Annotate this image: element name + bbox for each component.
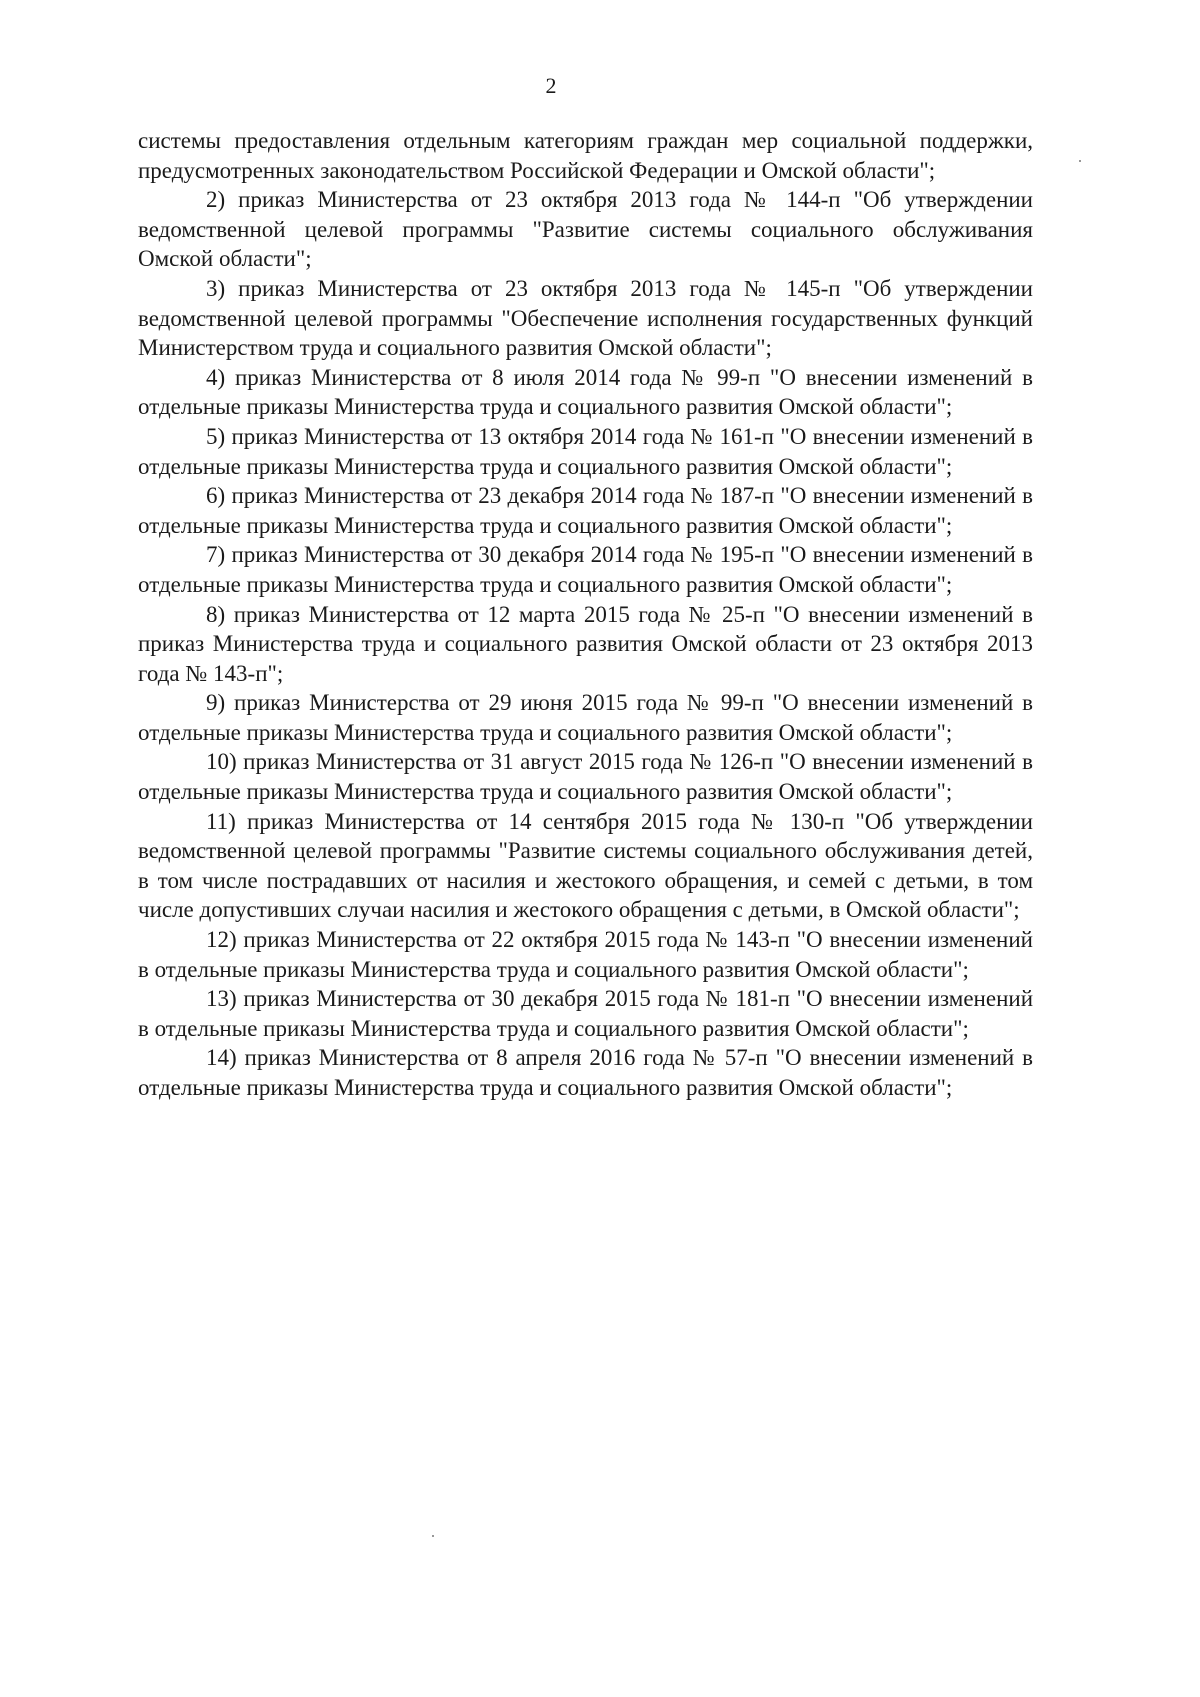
list-item-10: 10) приказ Министерства от 31 август 2015 года № 126-п "О внесении изменений в отдельные приказы Министерства труда и социального развития Омской области"; bbox=[138, 749, 1033, 805]
list-item-9: 9) приказ Министерства от 29 июня 2015 года № 99-п "О внесении изменений в отдельные приказы Министерства труда и социального развития Омской области"; bbox=[138, 690, 1033, 745]
scan-speck bbox=[1079, 160, 1081, 162]
paragraph-continuation: системы предоставления отдельным категориям граждан мер социальной поддержки, предусмотренных законодательством Российской Федерации и Омской области"; bbox=[138, 128, 1033, 183]
scan-speck bbox=[432, 1535, 434, 1537]
list-item-4: 4) приказ Министерства от 8 июля 2014 года № 99-п "О внесении изменений в отдельные приказы Министерства труда и социального развития Омской области"; bbox=[138, 364, 1033, 420]
list-item-14: 14) приказ Министерства от 8 апреля 2016 года № 57-п "О внесении изменений в отдельные приказы Министерства труда и социального развития Омской области"; bbox=[138, 1045, 1033, 1100]
list-item-12: 12) приказ Министерства от 22 октября 2015 года № 143-п "О внесении изменений в отдельные приказы Министерства труда и социального развития Омской области"; bbox=[138, 927, 1033, 982]
document-body bbox=[138, 126, 1033, 1103]
list-item-7: 7) приказ Министерства от 30 декабря 2014 года № 195-п "О внесении изменений в отдельные приказы Министерства труда и социального развития Омской области"; bbox=[138, 542, 1033, 597]
list-item-11: 11) приказ Министерства от 14 сентября 2015 года № 130-п "Об утверждении ведомственной целевой программы "Развитие системы социального обслуживания детей, в том числе пострадавших от насилия и жестокого обращения, и семей с детьми, в том числе допустивших случаи насилия и жестокого обращения с детьми, в Омской области"; bbox=[138, 808, 1033, 923]
list-item-13: 13) приказ Министерства от 30 декабря 2015 года № 181-п "О внесении изменений в отдельные приказы Министерства труда и социального развития Омской области"; bbox=[138, 986, 1033, 1041]
list-item-2: 2) приказ Министерства от 23 октября 2013 года № 144-п "Об утверждении ведомственной целевой программы "Развитие системы социального обслуживания Омской области"; bbox=[138, 187, 1033, 272]
list-item-8: 8) приказ Министерства от 12 марта 2015 года № 25-п "О внесении изменений в приказ Министерства труда и социального развития Омской области от 23 октября 2013 года № 143-п"; bbox=[138, 601, 1033, 686]
list-item-6: 6) приказ Министерства от 23 декабря 2014 года № 187-п "О внесении изменений в отдельные приказы Министерства труда и социального развития Омской области"; bbox=[138, 483, 1033, 538]
list-item-5: 5) приказ Министерства от 13 октября 2014 года № 161-п "О внесении изменений в отдельные приказы Министерства труда и социального развития Омской области"; bbox=[138, 423, 1033, 479]
list-item-3: 3) приказ Министерства от 23 октября 2013 года № 145-п "Об утверждении ведомственной целевой программы "Обеспечение исполнения государственных функций Министерством труда и социального развития Омской области"; bbox=[138, 275, 1033, 361]
page-number: 2 bbox=[545, 73, 557, 98]
